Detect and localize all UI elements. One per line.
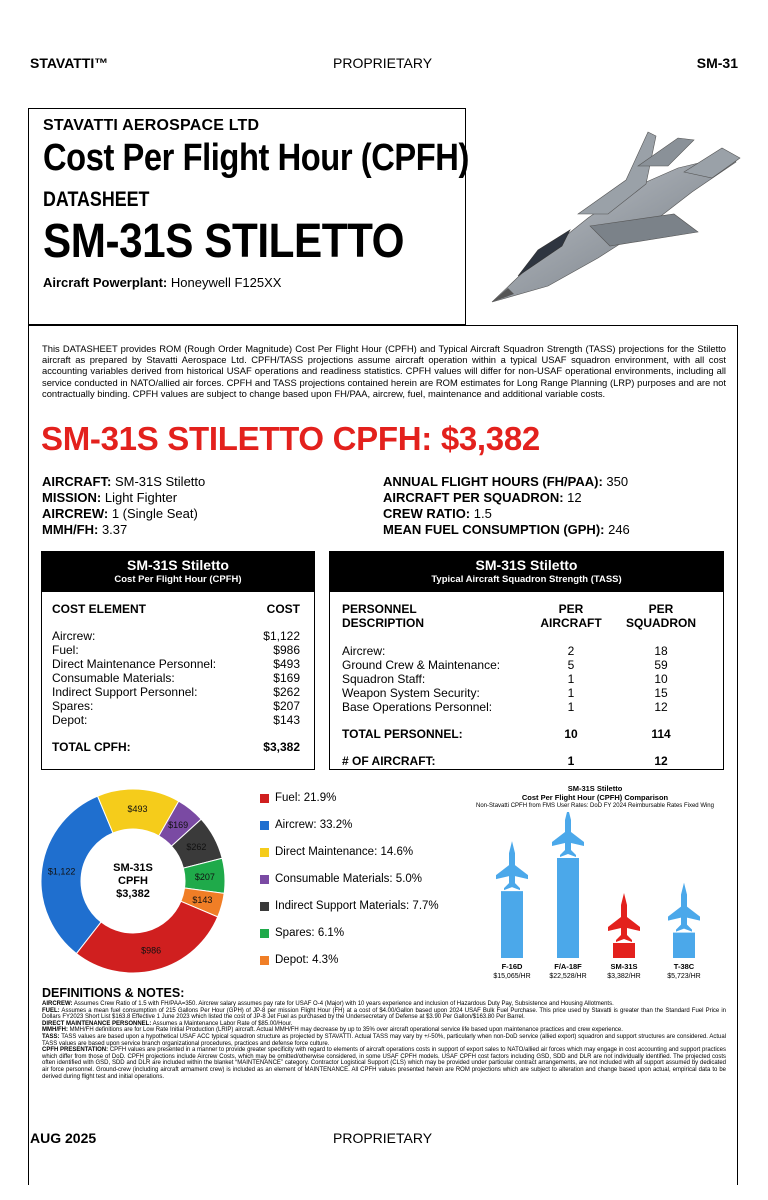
- cpfh-row-value: $169: [273, 671, 300, 685]
- tass-total-aircraft: 10: [564, 727, 578, 741]
- cpfh-row-label: Direct Maintenance Personnel:: [52, 657, 217, 671]
- cpfh-row-label: Fuel:: [52, 643, 79, 657]
- note-mmh-fh: MMH/FH: MMH/FH definitions are for Low Rate Initial Production (LRIP) aircraft. Actual MMH/FH may decrease by up to 35% over aircraft operational service life based upon maintenance practices and crew experience.: [42, 1027, 623, 1034]
- cpfh-table-subtitle: Cost Per Flight Hour (CPFH): [114, 574, 242, 585]
- donut-center-label: CPFH: [118, 875, 148, 887]
- powerplant-label: Aircraft Powerplant:: [43, 275, 168, 290]
- tass-col-per: PER: [558, 602, 584, 616]
- legend-swatch: [260, 902, 269, 911]
- bar-sm-31s: [613, 943, 635, 958]
- jet-silhouette-icon: [608, 893, 640, 942]
- donut-slice-label: $262: [186, 841, 207, 852]
- legend-swatch: [260, 929, 269, 938]
- header-doc-code: SM-31: [696, 55, 738, 71]
- bar-category-label: F-16D: [501, 962, 523, 971]
- tass-col-description: DESCRIPTION: [342, 616, 425, 630]
- bar-category-label: SM-31S: [610, 962, 638, 971]
- tass-row-label: Base Operations Personnel:: [342, 700, 493, 714]
- specs-right: [383, 474, 630, 538]
- note-aircrew: AIRCREW: Assumes Crew Ratio of 1.5 with FH/PAA=350. Aircrew salary assumes pay rate for USAF O-4 (Major) with 10 years experience and inclusion of Hazardous Duty Pay, Subsistence and Housing Allotments.: [42, 1001, 614, 1007]
- tass-col-per: PER: [648, 602, 674, 616]
- donut-center-label: SM-31S: [113, 862, 153, 874]
- cpfh-total-label: TOTAL CPFH:: [52, 740, 131, 754]
- tass-table-title: SM-31S Stiletto: [475, 557, 578, 573]
- donut-slice-label: $207: [194, 871, 215, 882]
- bar-value-label: $22,528/HR: [549, 973, 587, 980]
- cpfh-table-title: SM-31S Stiletto: [127, 557, 229, 573]
- cpfh-row-label: Consumable Materials:: [52, 671, 175, 685]
- legend-swatch: [260, 848, 269, 857]
- aircraft-model: SM-31S STILETTO: [43, 215, 405, 268]
- legend-item-depot: Depot: 4.3%: [260, 954, 338, 966]
- note-cpfh-presentation: CPFH PRESENTATION: CPFH values are presented in a manner to provide greater specificity with regard to elements of aircraft operations costs in support of export sales to NATO/allied air forces which may engage in cost accounting and support practices which differ from those of DoD. CPFH projections include Aircrew Costs, which may be omitted/otherwise considered, in some USAF CPFH models. USAF CPFH cost factors including GSD, SDD and DLR are not individually identified. The projected costs often identified with GSD, SDD and DLR are included within the blanket “MAINTENANCE” category. Contractor Logistical Support (CLS) which may be provided under particular contract arrangements, are not included with all support assumed by dedicated air force personnel. Ground-crew (including aircraft armament crew) is included as an element of MAINTENANCE. All CPFH values presented herein are ROM projections which are subject to alteration and change based upon actual, empirical data to be derived during flight test and initial operations.: [42, 1047, 726, 1080]
- spec-annual-flight-hours: ANNUAL FLIGHT HOURS (FH/PAA): 350: [383, 474, 629, 489]
- cpfh-total-value: $3,382: [263, 740, 300, 754]
- spec-aircraft-per-squadron: AIRCRAFT PER SQUADRON: 12: [383, 490, 582, 505]
- tass-col-personnel: PERSONNEL: [342, 602, 417, 616]
- spec-mmh-fh: MMH/FH: 3.37: [42, 522, 128, 537]
- header-brand: STAVATTI™: [30, 55, 109, 71]
- spec-aircraft: AIRCRAFT: SM-31S Stiletto: [42, 474, 206, 489]
- spec-mission: MISSION: Light Fighter: [42, 490, 178, 505]
- cpfh-row-value: $262: [273, 685, 300, 699]
- donut-slice-label: $493: [127, 804, 148, 815]
- footer-proprietary: PROPRIETARY: [333, 1130, 433, 1146]
- footer-date: AUG 2025: [30, 1130, 97, 1146]
- legend-swatch: [260, 821, 269, 830]
- legend-swatch: [260, 956, 269, 965]
- legend-item-indirect-support: Indirect Support Materials: 7.7%: [260, 900, 439, 912]
- donut-center-label: $3,382: [116, 888, 150, 900]
- bar-f-a-18f: [557, 858, 579, 958]
- tass-row-per-squadron: 12: [654, 700, 668, 714]
- donut-slice-fuel: [76, 901, 217, 973]
- tass-row-per-aircraft: 1: [567, 686, 575, 700]
- spec-fuel-consumption: MEAN FUEL CONSUMPTION (GPH): 246: [383, 522, 630, 537]
- jet-silhouette-icon: [552, 812, 584, 857]
- cpfh-col-cost: COST: [266, 602, 300, 616]
- legend-item-direct-maintenance: Direct Maintenance: 14.6%: [260, 846, 413, 858]
- cpfh-row-value: $1,122: [263, 629, 300, 643]
- comparison-chart-heading: [460, 784, 730, 809]
- comparison-chart-subtitle: Cost Per Flight Hour (CPFH) Comparison: [521, 793, 669, 802]
- legend-swatch: [260, 875, 269, 884]
- cpfh-table-header: [42, 552, 314, 592]
- cpfh-headline: SM-31S STILETTO CPFH: $3,382: [41, 420, 540, 457]
- tass-row-label: Weapon System Security:: [342, 686, 480, 700]
- note-tass: TASS: TASS values are based upon a hypothetical USAF ACC typical squadron structure as projected by STAVATTI. Actual TASS may vary by +/-50%, particularly when non-DoD service (allied export) squadron and support structures are considered. Actual TASS values are based upon service branch organizational procedures, practices and defense force culture.: [42, 1033, 726, 1047]
- document-title: Cost Per Flight Hour (CPFH): [43, 137, 469, 179]
- bar-category-label: T-38C: [673, 962, 695, 971]
- comparison-chart-title: SM-31S Stiletto: [567, 784, 623, 793]
- tass-row-per-aircraft: 1: [567, 672, 575, 686]
- tass-row-per-squadron: 15: [654, 686, 668, 700]
- legend-item-fuel: Fuel: 21.9%: [260, 792, 336, 804]
- tass-row-label: Aircrew:: [342, 644, 386, 658]
- cpfh-row-value: $493: [273, 657, 300, 671]
- definitions-notes: [42, 986, 726, 1080]
- tass-col-aircraft: AIRCRAFT: [540, 616, 602, 630]
- donut-slice-label: $1,122: [47, 866, 76, 877]
- comparison-chart-note: Non-Stavatti CPFH from FMS User Rates: DoD FY 2024 Reimbursable Rates Fixed Wing: [476, 803, 714, 809]
- legend-item-consumable-materials: Consumable Materials: 5.0%: [260, 873, 422, 885]
- spec-crew-ratio: CREW RATIO: 1.5: [383, 506, 492, 521]
- donut-slice-label: $986: [141, 945, 162, 956]
- spec-aircrew: AIRCREW: 1 (Single Seat): [42, 506, 198, 521]
- tass-table: [329, 551, 724, 770]
- tass-col-squadron: SQUADRON: [625, 616, 696, 630]
- specs-left: [42, 474, 205, 538]
- note-fuel: FUEL: Assumes a mean fuel consumption of 215 Gallons Per Hour (GPH) of JP-8 per mission Flight Hour (FH) at a cost of $4.00/Gallon based upon 2024 USAF Bulk Fuel Purchase. This price used by Stavatti is greater than the Standard Fuel Price in Dollars FY2023 Short List $163.8 Effective 1 June 2023 which listed the cost of JP-8 Jet Fuel as purchased by the Undersecretary of Defense at $3.90 Per Gallon/$163.80 Per Barrel.: [42, 1007, 726, 1021]
- cpfh-row-label: Depot:: [52, 713, 88, 727]
- tass-row-per-squadron: 18: [654, 644, 668, 658]
- cpfh-table: [41, 551, 315, 770]
- tass-row-per-squadron: 10: [654, 672, 668, 686]
- donut-slice-label: $169: [168, 819, 189, 830]
- cpfh-row-value: $207: [273, 699, 300, 713]
- cpfh-col-element: COST ELEMENT: [52, 602, 147, 616]
- bar-value-label: $5,723/HR: [667, 973, 701, 980]
- bar-t-38c: [673, 933, 695, 958]
- cpfh-row-value: $986: [273, 643, 300, 657]
- tass-row-per-aircraft: 1: [567, 700, 575, 714]
- company-name: STAVATTI AEROSPACE LTD: [43, 117, 260, 134]
- jet-silhouette-icon: [496, 841, 528, 890]
- tass-aircraft-per-aircraft: 1: [567, 754, 575, 768]
- intro-paragraph: This DATASHEET provides ROM (Rough Order Magnitude) Cost Per Flight Hour (CPFH) and Typical Aircraft Squadron Strength (TASS) projections for the Stiletto aircraft as prepared by Stavatti Aerospace Ltd. CPFH/TASS projections assume aircraft operation within a typical USAF squadron environment, with all cost accounting variables derived from historical USAF operations and readiness statistics. CPFH values will differ for non-USAF operational environments, including all service conducted in NATO/allied air forces. CPFH and TASS projections contained herein are ROM estimates for Long Range Planning (LRP) purposes and are not contractually binding. CPFH values are subject to change based upon FH/PAA, aircrew, fuel, maintenance and additional variable costs.: [42, 343, 726, 399]
- cpfh-comparison-chart: [470, 812, 730, 984]
- legend-item-spares: Spares: 6.1%: [260, 927, 344, 939]
- tass-aircraft-label: # OF AIRCRAFT:: [342, 754, 436, 768]
- tass-aircraft-per-squadron: 12: [654, 754, 668, 768]
- tass-table-header: [330, 552, 723, 592]
- datasheet-label: DATASHEET: [43, 188, 150, 211]
- header-proprietary: PROPRIETARY: [333, 55, 433, 71]
- legend-item-aircrew: Aircrew: 33.2%: [260, 819, 352, 831]
- cpfh-row-label: Indirect Support Personnel:: [52, 685, 198, 699]
- bar-f-16d: [501, 891, 523, 958]
- jet-silhouette-icon: [668, 883, 700, 932]
- tass-row-label: Squadron Staff:: [342, 672, 426, 686]
- bar-category-label: F/A-18F: [554, 962, 582, 971]
- bar-value-label: $15,065/HR: [493, 973, 531, 980]
- tass-total-squadron: 114: [651, 727, 671, 741]
- cpfh-row-label: Aircrew:: [52, 629, 96, 643]
- note-direct-maintenance: DIRECT MAINTENANCE PERSONNEL: Assumes a Maintenance Labor Rate of $85.00/Hour.: [42, 1020, 293, 1027]
- tass-table-subtitle: Typical Aircraft Squadron Strength (TASS): [431, 574, 622, 585]
- powerplant: [43, 275, 451, 290]
- cpfh-row-label: Spares:: [52, 699, 94, 713]
- bar-value-label: $3,382/HR: [607, 973, 641, 980]
- tass-row-per-squadron: 59: [654, 658, 668, 672]
- cpfh-row-value: $143: [273, 713, 300, 727]
- title-block: [28, 108, 469, 325]
- notes-body: [42, 1001, 726, 1080]
- powerplant-value: Honeywell F125XX: [167, 275, 282, 290]
- tass-row-label: Ground Crew & Maintenance:: [342, 658, 501, 672]
- legend-swatch: [260, 794, 269, 803]
- cpfh-donut-chart: [40, 788, 226, 974]
- notes-title: DEFINITIONS & NOTES:: [42, 986, 185, 1000]
- tass-row-per-aircraft: 2: [567, 644, 575, 658]
- tass-row-per-aircraft: 5: [567, 658, 575, 672]
- aircraft-illustration: [478, 118, 748, 318]
- donut-slice-label: $143: [192, 895, 213, 906]
- tass-total-label: TOTAL PERSONNEL:: [342, 727, 463, 741]
